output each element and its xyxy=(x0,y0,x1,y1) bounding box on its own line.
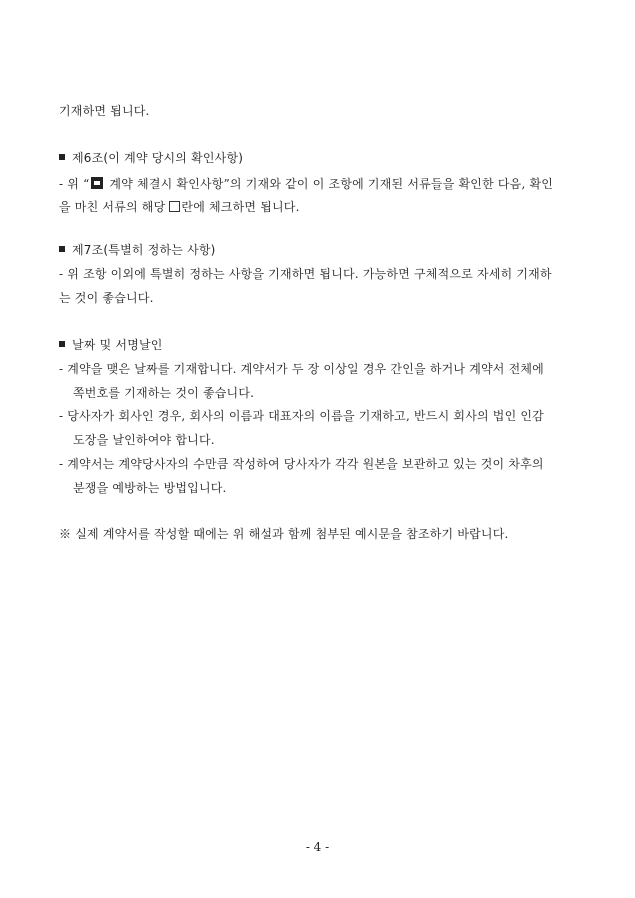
section-7-heading-text: 제7조(특별히 정하는 사항) xyxy=(72,243,216,257)
date-line-6-text: 분쟁을 예방하는 방법입니다. xyxy=(73,481,227,495)
section-6-heading-text: 제6조(이 계약 당시의 확인사항) xyxy=(72,151,244,165)
section-7-heading xyxy=(59,242,216,258)
date-section-heading-text: 날짜 및 서명날인 xyxy=(72,338,163,352)
bullet-icon xyxy=(59,246,65,252)
reference-note-text: ※ 실제 계약서를 작성할 때에는 위 해설과 함께 첨부된 예시문을 참조하기 바랍니다. xyxy=(59,527,509,541)
bullet-icon xyxy=(59,341,65,347)
section-6-line-1 xyxy=(59,176,553,192)
date-line-4 xyxy=(73,432,215,448)
boxed-checkmark-icon xyxy=(91,177,103,189)
date-line-1 xyxy=(59,361,544,377)
date-line-4-text: 도장을 날인하여야 합니다. xyxy=(73,433,215,447)
section-7-line-2-text: 는 것이 좋습니다. xyxy=(59,291,154,305)
page-number: - 4 - xyxy=(305,840,330,854)
section-6-line-1-prefix: - 위 “ xyxy=(59,177,90,191)
date-line-3-text: - 당사자가 회사인 경우, 회사의 이름과 대표자의 이름을 기재하고, 반드시 회사의 법인 인감 xyxy=(59,409,544,423)
section-7-line-2 xyxy=(59,290,154,306)
intro-line xyxy=(59,103,150,119)
section-6-line-2 xyxy=(59,199,300,215)
bullet-icon xyxy=(59,154,65,160)
reference-note xyxy=(59,526,509,542)
section-6-line-2-prefix: 을 마친 서류의 해당 xyxy=(59,200,170,214)
section-6-line-2-text: 란에 체크하면 됩니다. xyxy=(181,200,300,214)
section-6-heading xyxy=(59,150,243,166)
section-7-line-1 xyxy=(59,266,552,282)
section-6-line-1-text: 계약 체결시 확인사항”의 기재와 같이 이 조항에 기재된 서류들을 확인한 다음, 확인 xyxy=(105,177,554,191)
date-line-1-text: - 계약을 맺은 날짜를 기재합니다. 계약서가 두 장 이상일 경우 간인을 하거나 계약서 전체에 xyxy=(59,362,544,376)
date-line-2 xyxy=(73,385,254,401)
date-line-2-text: 쪽번호를 기재하는 것이 좋습니다. xyxy=(73,386,255,400)
date-line-3 xyxy=(59,408,544,424)
date-line-5-text: - 계약서는 계약당사자의 수만큼 작성하여 당사자가 각각 원본을 보관하고 있는 것이 차후의 xyxy=(59,457,544,471)
empty-checkbox-icon xyxy=(169,201,180,212)
intro-text: 기재하면 됩니다. xyxy=(59,104,150,118)
date-line-5 xyxy=(59,456,544,472)
date-section-heading xyxy=(59,337,163,353)
date-line-6 xyxy=(73,480,227,496)
section-7-line-1-text: - 위 조항 이외에 특별히 정하는 사항을 기재하면 됩니다. 가능하면 구체적으로 자세히 기재하 xyxy=(59,267,552,281)
